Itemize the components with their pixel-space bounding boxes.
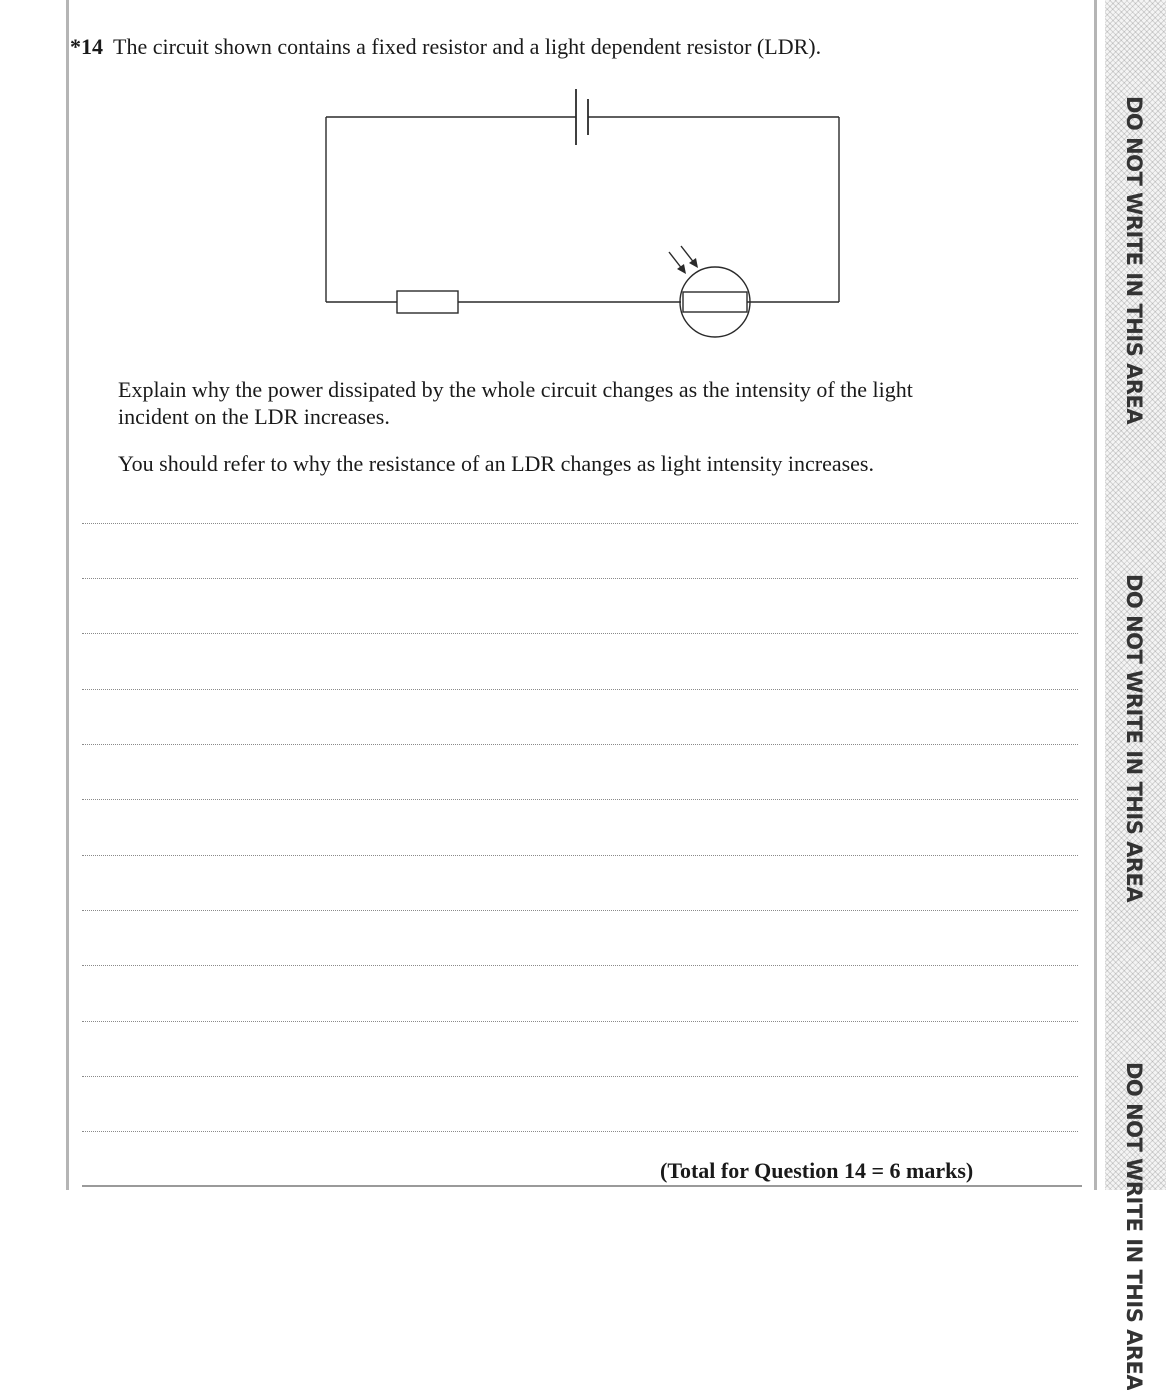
answer-line[interactable] — [82, 689, 1078, 690]
answer-line[interactable] — [82, 965, 1078, 966]
left-margin-rule — [66, 0, 69, 1190]
answer-line[interactable] — [82, 910, 1078, 911]
do-not-write-label: DO NOT WRITE IN THIS AREA — [1122, 574, 1146, 903]
question-guidance: You should refer to why the resistance of an LDR changes as light intensity increases. — [118, 451, 874, 476]
bottom-rule — [82, 1185, 1082, 1187]
light-arrowhead — [677, 264, 686, 274]
answer-line[interactable] — [82, 855, 1078, 856]
question-stem: The circuit shown contains a fixed resistor and a light dependent resistor (LDR). — [113, 34, 822, 59]
circuit-diagram — [300, 70, 860, 360]
answer-line[interactable] — [82, 1131, 1078, 1132]
answer-line[interactable] — [82, 578, 1078, 579]
do-not-write-label: DO NOT WRITE IN THIS AREA — [1122, 96, 1146, 425]
answer-line[interactable] — [82, 799, 1078, 800]
light-arrowhead — [689, 258, 698, 268]
answer-line[interactable] — [82, 1021, 1078, 1022]
answer-line[interactable] — [82, 633, 1078, 634]
ldr-circle — [680, 267, 750, 337]
answer-line[interactable] — [82, 1076, 1078, 1077]
question-prompt: Explain why the power dissipated by the whole circuit changes as the intensity of the light incident on the LDR increases. — [118, 377, 913, 429]
question-header — [70, 34, 821, 60]
do-not-write-label: DO NOT WRITE IN THIS AREA — [1122, 1062, 1146, 1390]
total-marks: (Total for Question 14 = 6 marks) — [660, 1158, 974, 1183]
right-margin-rule — [1094, 0, 1097, 1190]
ldr-resistor — [683, 292, 747, 312]
fixed-resistor — [397, 291, 458, 313]
question-number: *14 — [70, 34, 103, 59]
answer-line[interactable] — [82, 523, 1078, 524]
answer-line[interactable] — [82, 744, 1078, 745]
